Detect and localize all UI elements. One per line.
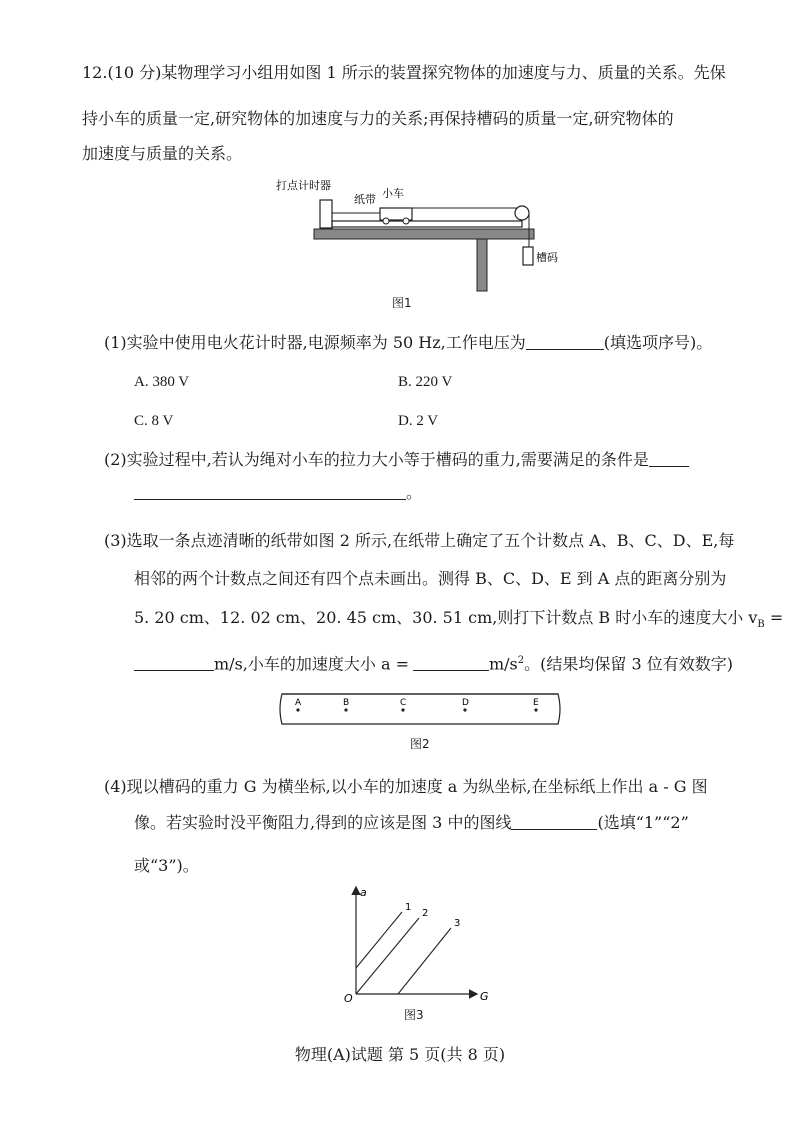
question-text-1: (10 分)某物理学习小组用如图 1 所示的装置探究物体的加速度与力、质量的关系。先保 [107,63,726,82]
part-3-line-4 [134,650,784,675]
part-1-answer-blank[interactable] [526,333,604,350]
velocity-unit: m/s,小车的加速度大小 a = [214,654,409,674]
acceleration-answer-blank[interactable] [413,654,489,671]
part-4-line-3: 或“3”)。 [134,856,199,875]
part-3-line-3-text: 5. 20 cm、12. 02 cm、20. 45 cm、30. 51 cm,则打下计数点 B 时小车的速度大小 v [134,608,758,627]
figure-3-graph [336,880,506,1005]
label-timer: 打点计时器 [276,179,331,192]
acceleration-unit: m/s [488,654,518,674]
tape-point-d [462,698,469,712]
graph-line-1-label: 1 [405,902,412,913]
question-line-3: 加速度与质量的关系。 [82,144,243,163]
part-2-text: (2)实验过程中,若认为绳对小车的拉力大小等于槽码的重力,需要满足的条件是 [104,450,649,469]
part-4-line-2 [134,812,784,834]
question-number: 12. [82,63,108,82]
velocity-subscript: B [757,619,765,631]
part-2-answer-blank-start[interactable] [649,450,689,467]
cart-wheel-right [403,218,409,224]
label-weight: 槽码 [536,251,558,264]
part-1-question [104,332,754,354]
option-d: D. 2 V [398,413,439,429]
part-2-answer-blank[interactable] [134,483,406,500]
page-footer: 物理(A)试题 第 5 页(共 8 页) [294,1045,506,1064]
graph-line-1 [356,912,402,968]
hanging-weight [523,247,533,265]
figure-1-caption: 图1 [392,296,412,310]
pulley [515,206,529,220]
tape-point-e [533,698,539,712]
part-2-end: 。 [406,483,423,502]
part-3-line-4-after: 。(结果均保留 3 位有效数字) [524,654,733,674]
x-axis-label: G [480,990,489,1003]
part-3-line-1: (3)选取一条点迹清晰的纸带如图 2 所示,在纸带上确定了五个计数点 A、B、C、D、E,每 [104,531,735,550]
svg-text:D: D [462,698,469,708]
part-4-answer-blank[interactable] [511,813,597,830]
part-3-line-3 [134,607,784,636]
unit-superscript: 2 [517,655,525,666]
table-top [314,229,534,239]
question-line-2: 持小车的质量一定,研究物体的加速度与力的关系;再保持槽码的质量一定,研究物体的 [82,109,674,128]
track [332,221,522,227]
tape-point-b [343,698,349,712]
svg-text:C: C [400,698,407,708]
part-2-continuation [134,482,784,504]
option-b: B. 220 V [398,374,453,390]
y-axis-label: a [360,886,367,899]
svg-text:B: B [343,698,350,708]
part-1-text: (1)实验中使用电火花计时器,电源频率为 50 Hz,工作电压为 [104,333,526,352]
svg-text:A: A [295,698,302,708]
figure-2-caption: 图2 [410,737,430,751]
figure-2-tape [276,690,566,728]
svg-text:E: E [533,698,539,708]
label-tape: 纸带 [354,193,376,206]
tape-point-c [400,698,406,712]
part-1-text-after: (填选项序号)。 [603,333,713,352]
figure-3-caption: 图3 [404,1008,424,1022]
part-3-line-2: 相邻的两个计数点之间还有四个点未画出。测得 B、C、D、E 到 A 点的距离分别为 [134,569,727,588]
graph-line-3-label: 3 [454,918,461,929]
part-4-line-2-text: 像。若实验时没平衡阻力,得到的应该是图 3 中的图线 [134,813,512,832]
option-a: A. 380 V [134,374,190,390]
origin-label: O [344,992,353,1005]
question-line-1 [82,62,732,84]
part-2-question [104,449,754,471]
tape-point-a [295,698,302,712]
table-leg [477,239,487,291]
graph-line-2-label: 2 [422,908,429,919]
velocity-answer-blank[interactable] [134,654,214,671]
timer-body [320,200,332,228]
part-3-line-3-eq: = [764,608,784,627]
part-4-line-2-after: (选填“1”“2” [597,813,689,832]
figure-1-apparatus [270,175,570,315]
part-4-line-1: (4)现以槽码的重力 G 为横坐标,以小车的加速度 a 为纵坐标,在坐标纸上作出 a - G 图 [104,777,708,796]
option-c: C. 8 V [134,413,174,429]
graph-line-3 [398,928,451,994]
cart-wheel-left [383,218,389,224]
label-cart: 小车 [382,187,404,200]
tape-outline [280,694,560,724]
